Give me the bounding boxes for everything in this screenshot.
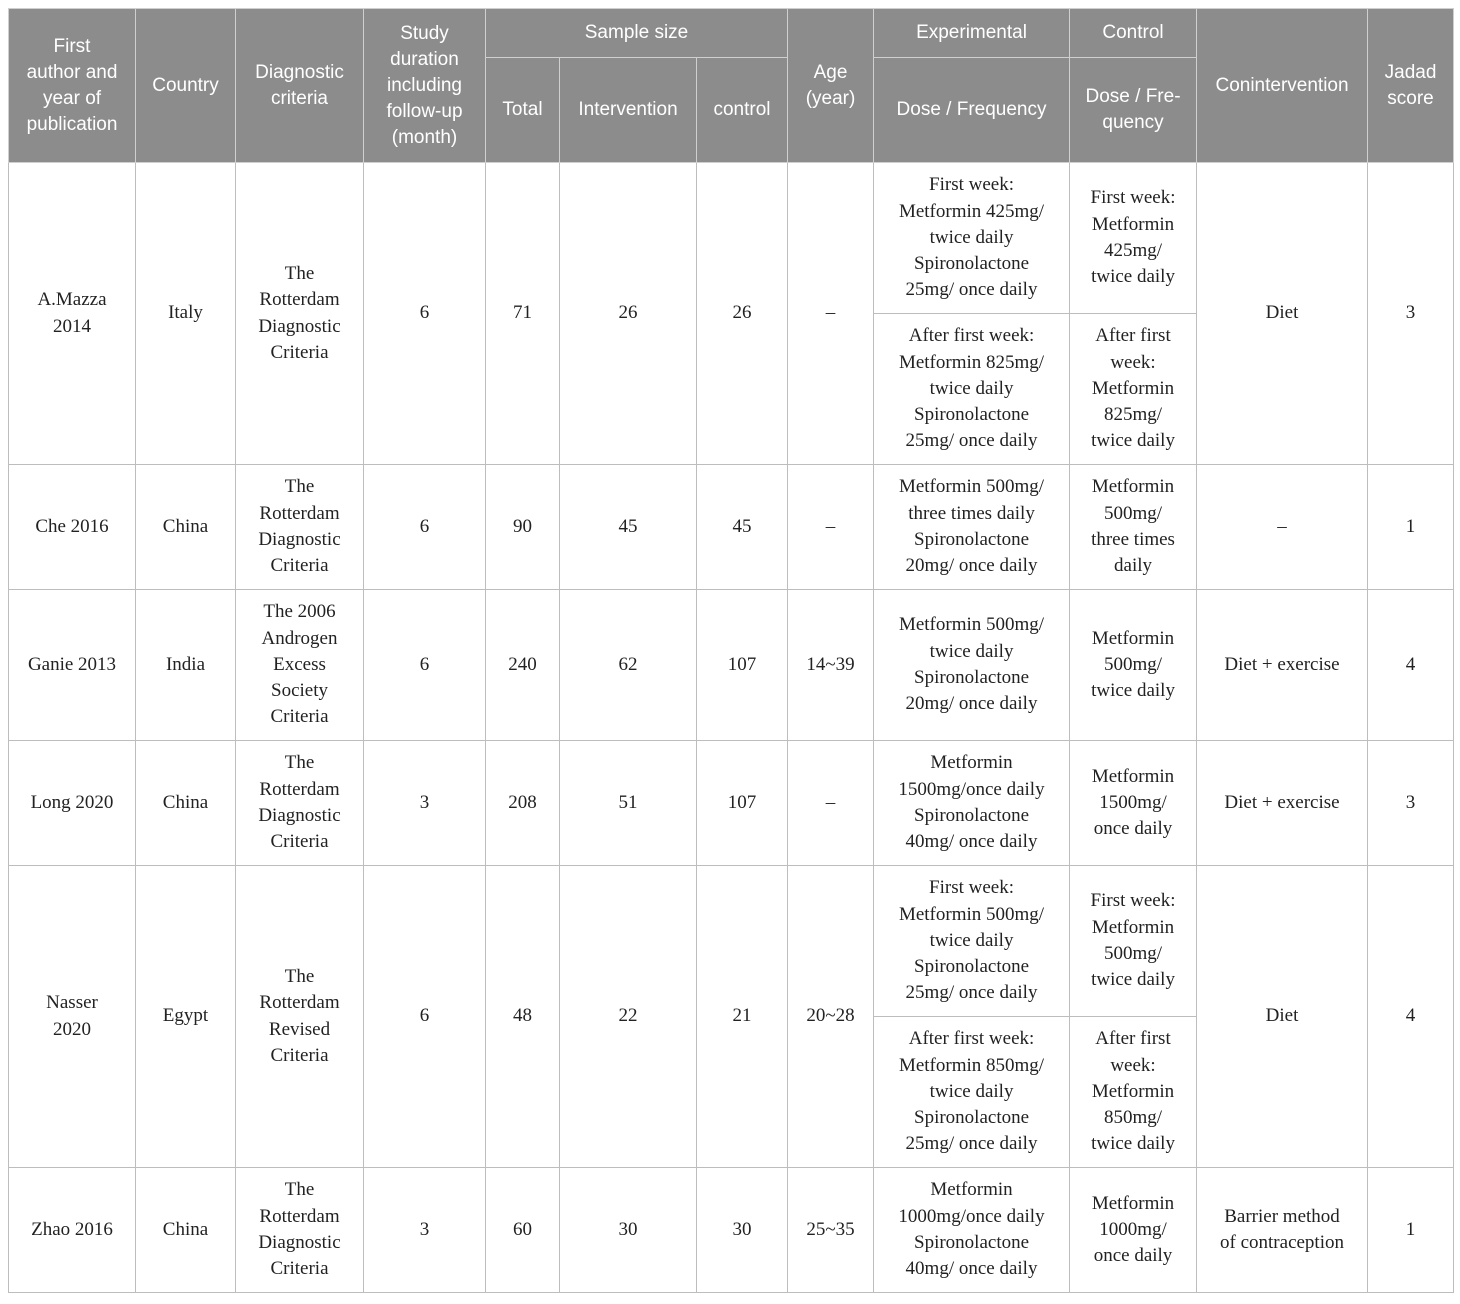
cell-ctrl-dose: First week: Metformin 500mg/ twice daily xyxy=(1070,866,1197,1017)
cell-jadad: 3 xyxy=(1368,741,1454,866)
cell-intervention: 26 xyxy=(560,163,697,465)
cell-intervention: 22 xyxy=(560,866,697,1168)
cell-ctrl-dose: Metformin 500mg/ three times daily xyxy=(1070,465,1197,590)
cell-duration: 6 xyxy=(364,465,486,590)
header-intervention: Intervention xyxy=(560,58,697,163)
header-cointervention: Conintervention xyxy=(1197,9,1368,163)
cell-total: 60 xyxy=(486,1168,560,1293)
cell-cointervention: Diet + exercise xyxy=(1197,590,1368,741)
cell-country: Italy xyxy=(136,163,236,465)
header-jadad: Jadad score xyxy=(1368,9,1454,163)
cell-author: Nasser 2020 xyxy=(9,866,136,1168)
cell-author: Zhao 2016 xyxy=(9,1168,136,1293)
table-row xyxy=(9,163,1454,314)
header-country: Country xyxy=(136,9,236,163)
cell-country: China xyxy=(136,465,236,590)
cell-age: – xyxy=(788,163,874,465)
cell-age: 20~28 xyxy=(788,866,874,1168)
table-row xyxy=(9,1168,1454,1293)
header-age: Age (year) xyxy=(788,9,874,163)
cell-control: 107 xyxy=(697,741,788,866)
cell-country: Egypt xyxy=(136,866,236,1168)
cell-exp-dose: First week: Metformin 500mg/ twice daily Spironolactone 25mg/ once daily xyxy=(874,866,1070,1017)
cell-age: 25~35 xyxy=(788,1168,874,1293)
header-exp-dose: Dose / Frequency xyxy=(874,58,1070,163)
cell-ctrl-dose-after: After first week: Metformin 850mg/ twice daily xyxy=(1070,1017,1197,1168)
table-row xyxy=(9,741,1454,866)
cell-ctrl-dose: Metformin 500mg/ twice daily xyxy=(1070,590,1197,741)
cell-intervention: 30 xyxy=(560,1168,697,1293)
cell-control: 21 xyxy=(697,866,788,1168)
cell-cointervention: Diet + exercise xyxy=(1197,741,1368,866)
cell-exp-dose: Metformin 500mg/ three times daily Spironolactone 20mg/ once daily xyxy=(874,465,1070,590)
table-row xyxy=(9,866,1454,1017)
cell-country: China xyxy=(136,741,236,866)
header-ctrl-dose: Dose / Fre- quency xyxy=(1070,58,1197,163)
cell-total: 240 xyxy=(486,590,560,741)
cell-duration: 6 xyxy=(364,590,486,741)
header-control-group: Control xyxy=(1070,9,1197,58)
table-row xyxy=(9,465,1454,590)
cell-criteria: The 2006 Androgen Excess Society Criteria xyxy=(236,590,364,741)
cell-cointervention: Diet xyxy=(1197,163,1368,465)
cell-author: Che 2016 xyxy=(9,465,136,590)
cell-duration: 6 xyxy=(364,163,486,465)
cell-duration: 6 xyxy=(364,866,486,1168)
cell-jadad: 4 xyxy=(1368,590,1454,741)
header-total: Total xyxy=(486,58,560,163)
cell-jadad: 1 xyxy=(1368,465,1454,590)
cell-author: Ganie 2013 xyxy=(9,590,136,741)
cell-criteria: The Rotterdam Diagnostic Criteria xyxy=(236,741,364,866)
cell-total: 71 xyxy=(486,163,560,465)
header-criteria: Diagnostic criteria xyxy=(236,9,364,163)
cell-total: 48 xyxy=(486,866,560,1168)
cell-criteria: The Rotterdam Revised Criteria xyxy=(236,866,364,1168)
cell-intervention: 45 xyxy=(560,465,697,590)
study-characteristics-table xyxy=(8,8,1454,1293)
cell-exp-dose: Metformin 500mg/ twice daily Spironolactone 20mg/ once daily xyxy=(874,590,1070,741)
table-row xyxy=(9,590,1454,741)
cell-author: A.Mazza 2014 xyxy=(9,163,136,465)
cell-ctrl-dose: First week: Metformin 425mg/ twice daily xyxy=(1070,163,1197,314)
cell-exp-dose: Metformin 1000mg/once daily Spironolactone 40mg/ once daily xyxy=(874,1168,1070,1293)
cell-control: 107 xyxy=(697,590,788,741)
cell-control: 26 xyxy=(697,163,788,465)
cell-jadad: 4 xyxy=(1368,866,1454,1168)
cell-cointervention: Diet xyxy=(1197,866,1368,1168)
cell-criteria: The Rotterdam Diagnostic Criteria xyxy=(236,163,364,465)
header-duration: Study duration including follow-up (month) xyxy=(364,9,486,163)
header-control: control xyxy=(697,58,788,163)
cell-ctrl-dose: Metformin 1000mg/ once daily xyxy=(1070,1168,1197,1293)
cell-exp-dose: Metformin 1500mg/once daily Spironolactone 40mg/ once daily xyxy=(874,741,1070,866)
cell-author: Long 2020 xyxy=(9,741,136,866)
cell-country: India xyxy=(136,590,236,741)
cell-control: 45 xyxy=(697,465,788,590)
cell-duration: 3 xyxy=(364,741,486,866)
cell-intervention: 62 xyxy=(560,590,697,741)
cell-exp-dose-after: After first week: Metformin 825mg/ twice daily Spironolactone 25mg/ once daily xyxy=(874,314,1070,465)
cell-country: China xyxy=(136,1168,236,1293)
header-experimental: Experimental xyxy=(874,9,1070,58)
header-author: First author and year of publication xyxy=(9,9,136,163)
cell-exp-dose-after: After first week: Metformin 850mg/ twice daily Spironolactone 25mg/ once daily xyxy=(874,1017,1070,1168)
header-sample-size: Sample size xyxy=(486,9,788,58)
cell-age: 14~39 xyxy=(788,590,874,741)
cell-ctrl-dose-after: After first week: Metformin 825mg/ twice daily xyxy=(1070,314,1197,465)
cell-criteria: The Rotterdam Diagnostic Criteria xyxy=(236,465,364,590)
cell-control: 30 xyxy=(697,1168,788,1293)
cell-intervention: 51 xyxy=(560,741,697,866)
cell-jadad: 1 xyxy=(1368,1168,1454,1293)
cell-total: 208 xyxy=(486,741,560,866)
cell-age: – xyxy=(788,465,874,590)
cell-cointervention: Barrier method of contraception xyxy=(1197,1168,1368,1293)
cell-criteria: The Rotterdam Diagnostic Criteria xyxy=(236,1168,364,1293)
cell-exp-dose: First week: Metformin 425mg/ twice daily Spironolactone 25mg/ once daily xyxy=(874,163,1070,314)
cell-ctrl-dose: Metformin 1500mg/ once daily xyxy=(1070,741,1197,866)
cell-duration: 3 xyxy=(364,1168,486,1293)
cell-cointervention: – xyxy=(1197,465,1368,590)
cell-age: – xyxy=(788,741,874,866)
cell-jadad: 3 xyxy=(1368,163,1454,465)
cell-total: 90 xyxy=(486,465,560,590)
